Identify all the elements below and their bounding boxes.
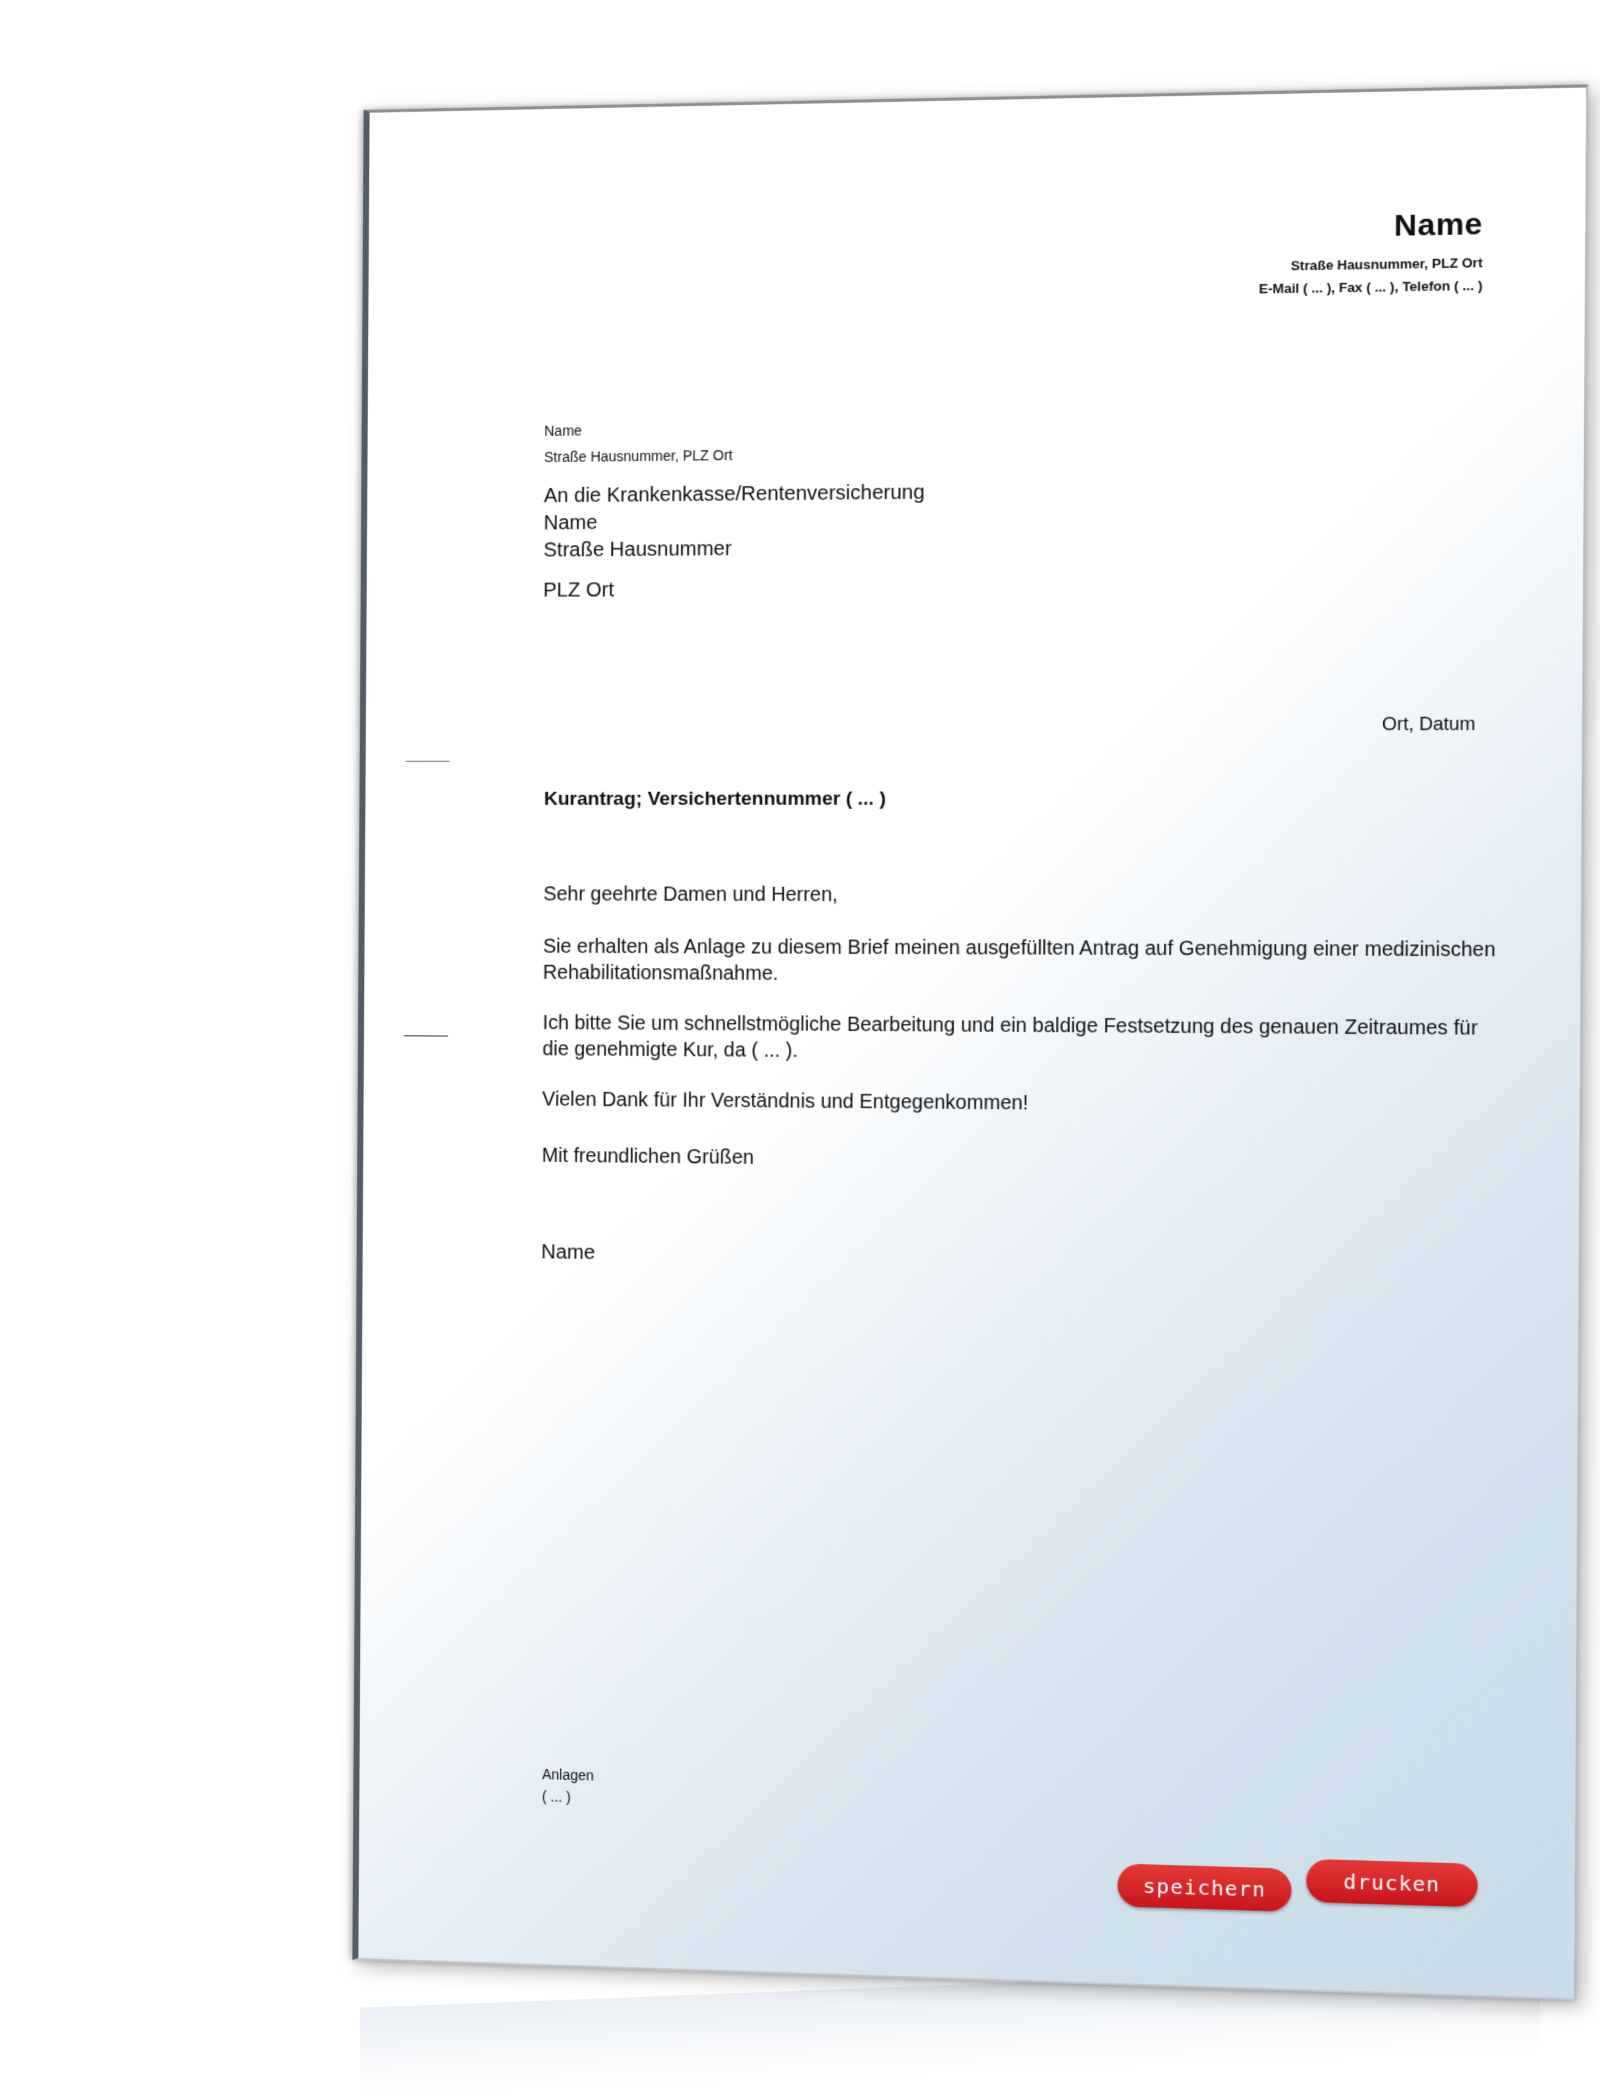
- recipient-address: [543, 479, 924, 564]
- print-button[interactable]: drucken: [1306, 1859, 1478, 1907]
- signature-name: Name: [541, 1241, 596, 1265]
- body-paragraph-3: Vielen Dank für Ihr Verständnis und Entgegenkommen!: [542, 1088, 1029, 1115]
- attachments-value: ( ... ): [541, 1788, 572, 1806]
- place-date: Ort, Datum: [1382, 713, 1476, 735]
- recipient-line-1: An die Krankenkasse/Rentenversicherung: [543, 481, 925, 508]
- recipient-city: PLZ Ort: [543, 579, 615, 602]
- sender-contact: E-Mail ( ... ), Fax ( ... ), Telefon ( ... ): [1258, 277, 1483, 297]
- fold-mark-middle: [404, 1035, 448, 1036]
- return-address-name: Name: [544, 422, 582, 439]
- recipient-line-3: Straße Hausnummer: [543, 537, 732, 562]
- closing: Mit freundlichen Grüßen: [541, 1144, 755, 1169]
- letter-page: [352, 84, 1588, 2000]
- attachments-label: Anlagen: [541, 1766, 594, 1784]
- recipient-line-2: Name: [543, 511, 598, 535]
- return-address-line: Straße Hausnummer, PLZ Ort: [544, 446, 733, 466]
- salutation: Sehr geehrte Damen und Herren,: [543, 883, 838, 907]
- body-paragraph-2: Ich bitte Sie um schnellstmögliche Bearbeitung und ein baldige Festsetzung des genauen Zeitraumes für die genehmigte Kur, da ( ... ).: [542, 1012, 1478, 1063]
- sender-address: Straße Hausnummer, PLZ Ort: [1290, 254, 1483, 274]
- letter-subject: Kurantrag; Versichertennummer ( ... ): [543, 788, 886, 810]
- fold-mark-top: [406, 761, 450, 762]
- body-paragraph-1: Sie erhalten als Anlage zu diesem Brief meinen ausgefüllten Antrag auf Genehmigung einer medizinischen Rehabilitationsmaßnahme.: [542, 935, 1496, 985]
- sender-name: Name: [1393, 207, 1483, 243]
- save-button[interactable]: speichern: [1117, 1864, 1291, 1912]
